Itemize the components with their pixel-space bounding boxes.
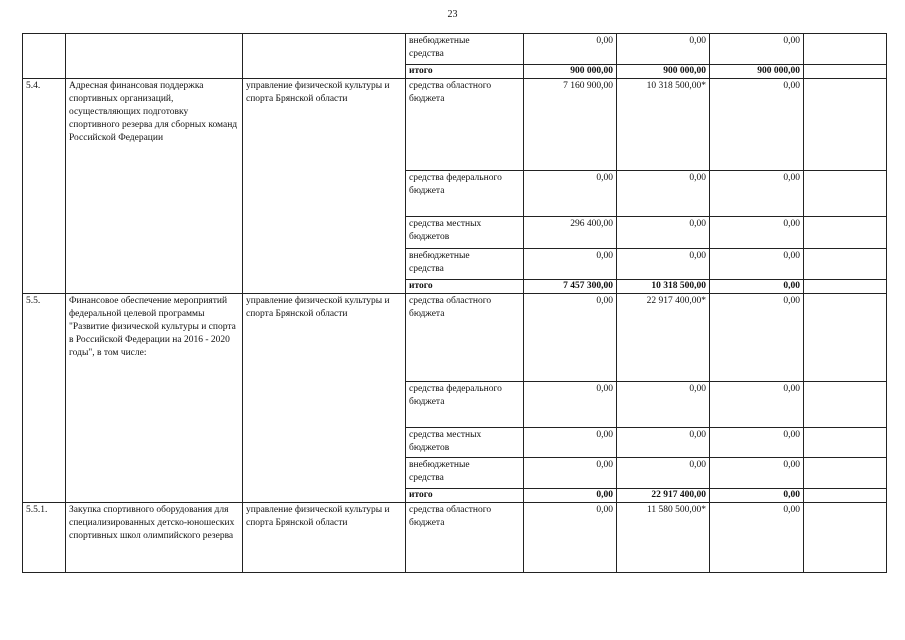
note-cell [804, 428, 887, 458]
funding-source-fed: средства федерального бюджета [406, 171, 524, 217]
note-cell [804, 249, 887, 280]
value-cell: 0,00 [524, 249, 617, 280]
value-cell: 10 318 500,00* [617, 79, 710, 171]
activity-name-cell: Закупка спортивного оборудования для специализированных детско-юношеских спортивных школ олимпийского резерва [66, 503, 243, 573]
note-cell [804, 294, 887, 382]
value-cell: 0,00 [524, 171, 617, 217]
value-cell: 0,00 [617, 171, 710, 217]
note-cell [804, 171, 887, 217]
total-value-cell: 900 000,00 [524, 65, 617, 79]
table-row [23, 294, 887, 382]
total-value-cell: 0,00 [710, 280, 804, 294]
value-cell: 0,00 [710, 171, 804, 217]
row-number-cell: 5.5. [23, 294, 66, 503]
note-cell [804, 65, 887, 79]
value-cell: 0,00 [710, 217, 804, 249]
value-cell: 7 160 900,00 [524, 79, 617, 171]
value-cell: 0,00 [617, 217, 710, 249]
total-value-cell: 0,00 [524, 489, 617, 503]
total-value-cell: 900 000,00 [617, 65, 710, 79]
executor-cell: управление физической культуры и спорта Брянской области [243, 503, 406, 573]
note-cell [804, 217, 887, 249]
funding-source-itogo: итого [406, 489, 524, 503]
row-number-cell: 5.5.1. [23, 503, 66, 573]
page-number: 23 [447, 9, 458, 20]
table-row [23, 79, 887, 171]
executor-cell: управление физической культуры и спорта Брянской области [243, 79, 406, 294]
funding-source-obl: средства областного бюджета [406, 503, 524, 573]
value-cell: 22 917 400,00* [617, 294, 710, 382]
value-cell: 0,00 [617, 249, 710, 280]
executor-cell: управление физической культуры и спорта Брянской области [243, 294, 406, 503]
value-cell: 0,00 [617, 34, 710, 65]
value-cell: 0,00 [524, 34, 617, 65]
note-cell [804, 382, 887, 428]
funding-source-mest: средства местных бюджетов [406, 428, 524, 458]
value-cell: 0,00 [524, 428, 617, 458]
table-row [23, 34, 887, 65]
funding-source-vneb: внебюджетные средства [406, 458, 524, 489]
note-cell [804, 280, 887, 294]
row-number-cell: 5.4. [23, 79, 66, 294]
funding-source-vneb: внебюджетные средства [406, 34, 524, 65]
total-value-cell: 7 457 300,00 [524, 280, 617, 294]
value-cell: 0,00 [617, 458, 710, 489]
note-cell [804, 34, 887, 65]
activity-name-cell: Адресная финансовая поддержка спортивных организаций, осуществляющих подготовку спортивного резерва для сборных команд Российской Федерации [66, 79, 243, 294]
executor-cell [243, 34, 406, 79]
value-cell: 0,00 [710, 249, 804, 280]
funding-source-fed: средства федерального бюджета [406, 382, 524, 428]
funding-source-obl: средства областного бюджета [406, 294, 524, 382]
funding-source-itogo: итого [406, 65, 524, 79]
value-cell: 11 580 500,00* [617, 503, 710, 573]
note-cell [804, 503, 887, 573]
total-value-cell: 22 917 400,00 [617, 489, 710, 503]
value-cell: 0,00 [524, 382, 617, 428]
value-cell: 0,00 [524, 294, 617, 382]
value-cell: 0,00 [524, 503, 617, 573]
total-value-cell: 0,00 [710, 489, 804, 503]
note-cell [804, 79, 887, 171]
value-cell: 0,00 [617, 382, 710, 428]
budget-table [22, 33, 887, 573]
value-cell: 296 400,00 [524, 217, 617, 249]
row-number-cell [23, 34, 66, 79]
funding-source-itogo: итого [406, 280, 524, 294]
total-value-cell: 900 000,00 [710, 65, 804, 79]
value-cell: 0,00 [710, 458, 804, 489]
funding-source-obl: средства областного бюджета [406, 79, 524, 171]
value-cell: 0,00 [710, 294, 804, 382]
value-cell: 0,00 [710, 34, 804, 65]
table-row [23, 503, 887, 573]
value-cell: 0,00 [524, 458, 617, 489]
funding-source-mest: средства местных бюджетов [406, 217, 524, 249]
value-cell: 0,00 [710, 428, 804, 458]
note-cell [804, 458, 887, 489]
value-cell: 0,00 [617, 428, 710, 458]
total-value-cell: 10 318 500,00 [617, 280, 710, 294]
activity-name-cell: Финансовое обеспечение мероприятий федеральной целевой программы "Развитие физической культуры и спорта в Российской Федерации на 2016 - 2020 годы", в том числе: [66, 294, 243, 503]
note-cell [804, 489, 887, 503]
value-cell: 0,00 [710, 382, 804, 428]
activity-name-cell [66, 34, 243, 79]
value-cell: 0,00 [710, 503, 804, 573]
funding-source-vneb: внебюджетные средства [406, 249, 524, 280]
value-cell: 0,00 [710, 79, 804, 171]
